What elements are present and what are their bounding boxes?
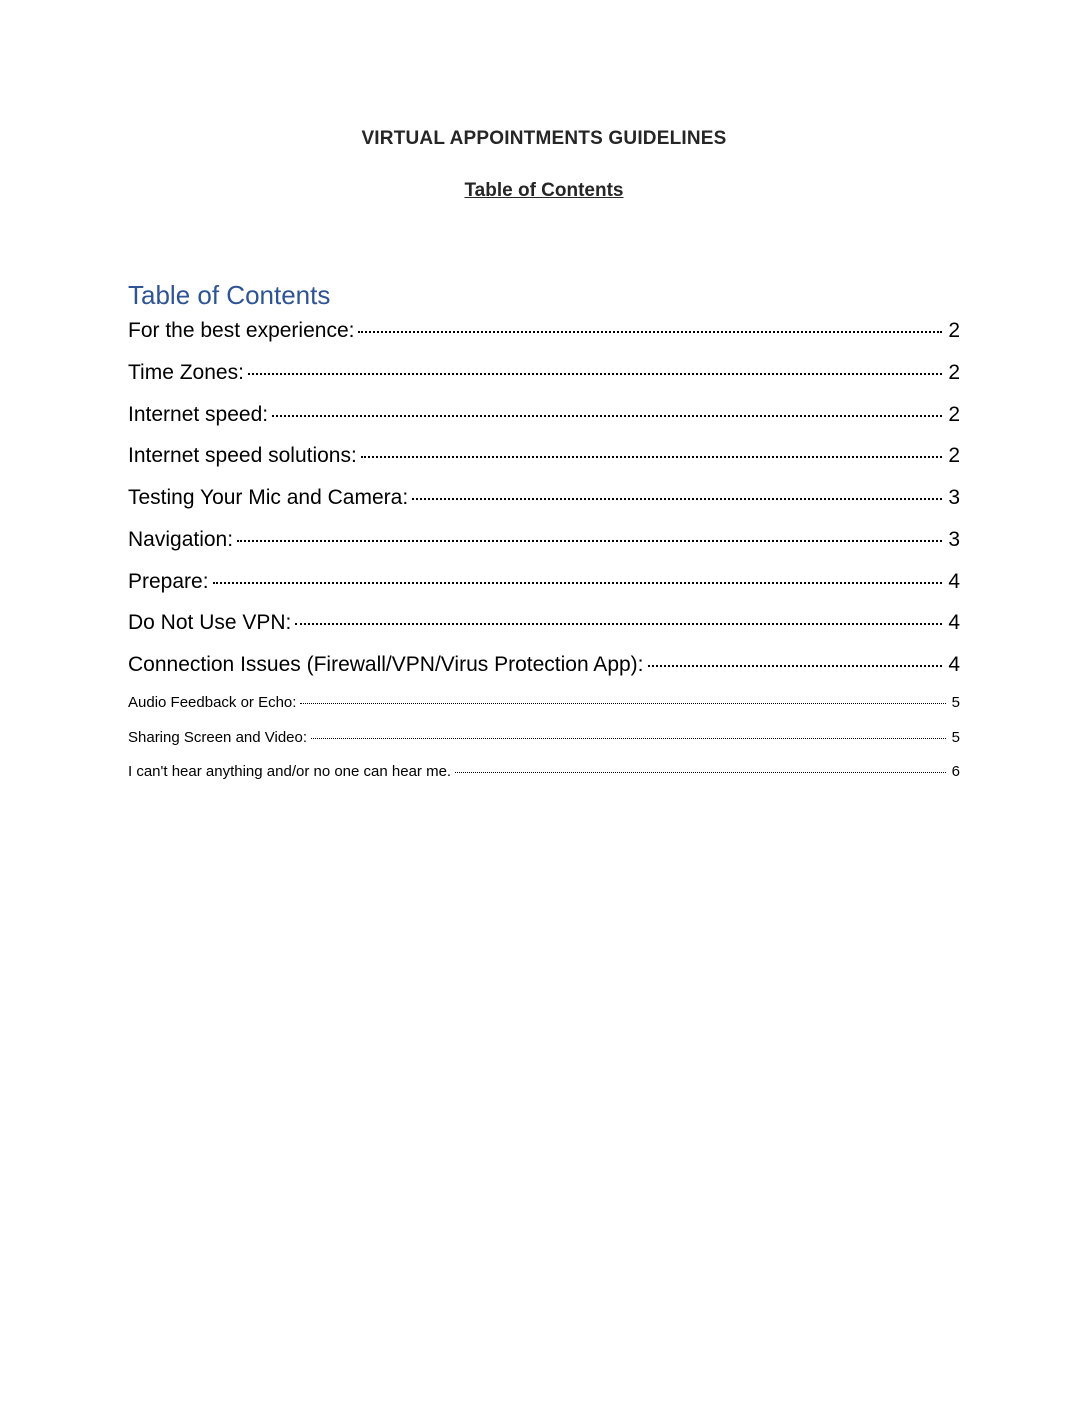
toc-dot-leader (272, 400, 942, 421)
toc-entry-navigation[interactable] (128, 525, 960, 555)
toc-entry-label: Internet speed: (128, 403, 269, 426)
toc-dot-leader (358, 316, 942, 337)
toc-dot-leader (412, 483, 942, 504)
toc-entry-label: Sharing Screen and Video: (128, 729, 308, 746)
toc-entry-label: Prepare: (128, 570, 209, 593)
toc-entry-connection-issues[interactable] (128, 650, 960, 680)
toc-page-number: 4 (948, 570, 960, 593)
toc-entry-time-zones[interactable] (128, 358, 960, 388)
toc-page-number: 3 (948, 528, 960, 551)
toc-page-number: 5 (951, 729, 960, 746)
toc-page-number: 4 (948, 611, 960, 634)
toc-entry-internet-speed-solutions[interactable] (128, 441, 960, 471)
toc-page-number: 4 (948, 653, 960, 676)
toc-dot-leader (248, 358, 942, 379)
toc-page-number: 2 (948, 319, 960, 342)
toc-page-number: 5 (951, 694, 960, 711)
document-subtitle: Table of Contents (464, 180, 624, 201)
toc-dot-leader (295, 608, 942, 629)
toc-entry-label: Do Not Use VPN: (128, 611, 292, 634)
toc-entry-do-not-use-vpn[interactable] (128, 608, 960, 638)
toc-dot-leader (361, 441, 942, 462)
toc-entry-label: Testing Your Mic and Camera: (128, 486, 409, 509)
toc-entry-label: Connection Issues (Firewall/VPN/Virus Protection App): (128, 653, 644, 676)
toc-entry-label: For the best experience: (128, 319, 355, 342)
toc-dot-leader (648, 650, 943, 671)
toc-entry-audio-feedback[interactable] (128, 692, 960, 714)
toc-heading: Table of Contents (128, 280, 331, 310)
toc-entry-best-experience[interactable] (128, 316, 960, 346)
toc-entry-label: Audio Feedback or Echo: (128, 694, 297, 711)
toc-page-number: 2 (948, 361, 960, 384)
toc-page-number: 2 (948, 444, 960, 467)
toc-dot-leader (311, 727, 946, 742)
toc-dot-leader (300, 692, 945, 707)
toc-entry-label: Navigation: (128, 528, 234, 551)
toc-entry-prepare[interactable] (128, 567, 960, 597)
toc-entry-label: I can't hear anything and/or no one can hear me. (128, 763, 452, 780)
document-title: VIRTUAL APPOINTMENTS GUIDELINES (361, 128, 727, 149)
toc-entry-sharing-screen[interactable] (128, 727, 960, 749)
toc-entry-label: Internet speed solutions: (128, 444, 357, 467)
toc-entry-label: Time Zones: (128, 361, 244, 384)
toc-entry-cant-hear[interactable] (128, 761, 960, 783)
toc-page-number: 6 (951, 763, 960, 780)
toc-dot-leader (455, 761, 946, 776)
toc-page-number: 2 (948, 403, 960, 426)
toc-dot-leader (237, 525, 942, 546)
toc-page-number: 3 (948, 486, 960, 509)
toc-dot-leader (213, 567, 943, 588)
toc-entry-testing-mic-camera[interactable] (128, 483, 960, 513)
toc-entry-internet-speed[interactable] (128, 400, 960, 430)
